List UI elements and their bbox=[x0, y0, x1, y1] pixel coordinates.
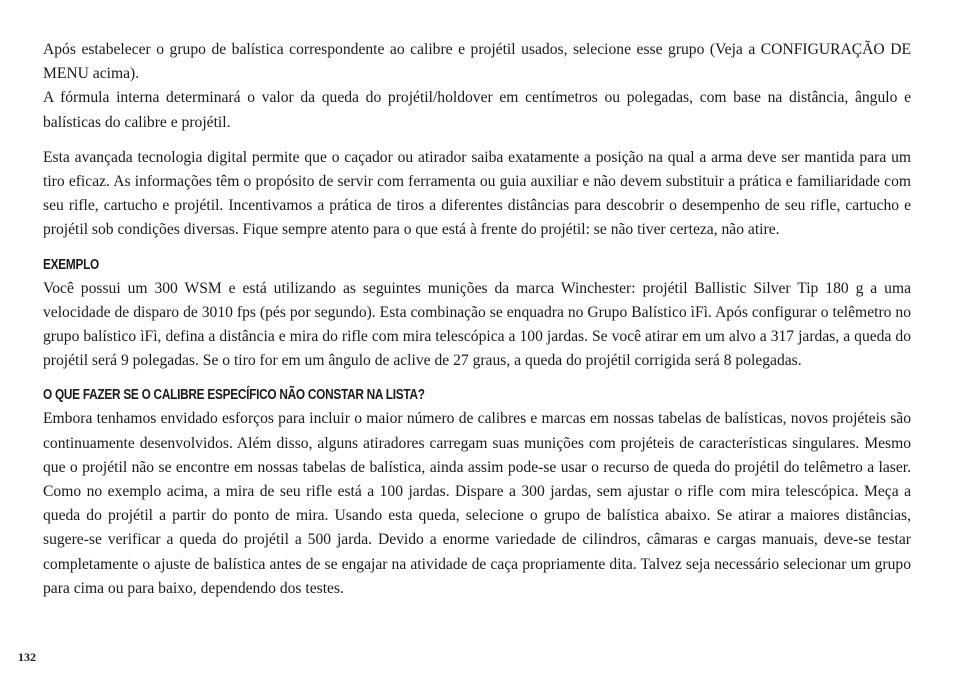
page-number: 132 bbox=[18, 650, 36, 664]
paragraph-missing-caliber: Embora tenhamos envidado esforços para incluir o maior número de calibres e marcas em nossas tabelas de balísticas, novos projéteis são continuamente desenvolvidos. Além disso, alguns atiradores carregam suas munições com projéteis de características singulares. Mesmo que o projétil não se encontre em nossas tabelas de balística, ainda assim pode-se usar o recurso de queda do projétil do telêmetro a laser. Como no exemplo acima, a mira de seu rifle está a 100 jardas. Dispare a 300 jardas, sem ajustar o rifle com mira telescópica. Meça a queda do projétil a partir do ponto de mira. Usando esta queda, selecione o grupo de balística abaixo. Se atirar a maiores distâncias, sugere-se verificar a queda do projétil a 500 jarda. Devido a enorme variedade de cilindros, câmaras e cargas manuais, deve-se testar completamente o ajuste de balística antes de se engajar na atividade de caça propriamente dita. Talvez seja necessário selecionar um grupo para cima ou para baixo, dependendo dos testes. bbox=[43, 410, 911, 597]
paragraph-select-group: Após estabelecer o grupo de balística correspondente ao calibre e projétil usados, selecione esse grupo (Veja a CONFIGURAÇÃO DE MENU acima). bbox=[43, 41, 911, 83]
paragraph-digital-technology: Esta avançada tecnologia digital permite que o caçador ou atirador saiba exatamente a posição na qual a arma deve ser mantida para um tiro eficaz. As informações têm o propósito de servir com ferramenta ou guia auxiliar e não devem substituir a prática e familiaridade com seu rifle, cartucho e projétil. Incentivamos a prática de tiros a diferentes distâncias para descobrir o desempenho de seu rifle, cartucho e projétil sob condições diversas. Fique sempre atento para o que está à frente do projétil: se não tiver certeza, não atire. bbox=[43, 148, 911, 239]
paragraph-example: Você possui um 300 WSM e está utilizando as seguintes munições da marca Winchester: projétil Ballistic Silver Tip 180 g a uma velocidade de disparo de 3010 fps (pés por segundo). Esta combinação se enquadra no Grupo Balístico ìFì. Após configurar o telêmetro no grupo balístico ìFì, defina a distância e mira do rifle com mira telescópica a 100 jardas. Se você atirar em um alvo a 317 jardas, a queda do projétil será 9 polegadas. Se o tiro for em um ângulo de aclive de 27 graus, a queda do projétil corrigida será 8 polegadas. bbox=[43, 279, 911, 370]
document-page bbox=[43, 38, 911, 601]
section-heading-example: EXEMPLO bbox=[43, 256, 99, 273]
section-heading-missing-caliber: O QUE FAZER SE O CALIBRE ESPECÍFICO NÃO CONSTAR NA LISTA? bbox=[43, 387, 425, 404]
paragraph-internal-formula: A fórmula interna determinará o valor da queda do projétil/holdover em centímetros ou polegadas, com base na distância, ângulo e balísticas do calibre e projétil. bbox=[43, 89, 911, 131]
